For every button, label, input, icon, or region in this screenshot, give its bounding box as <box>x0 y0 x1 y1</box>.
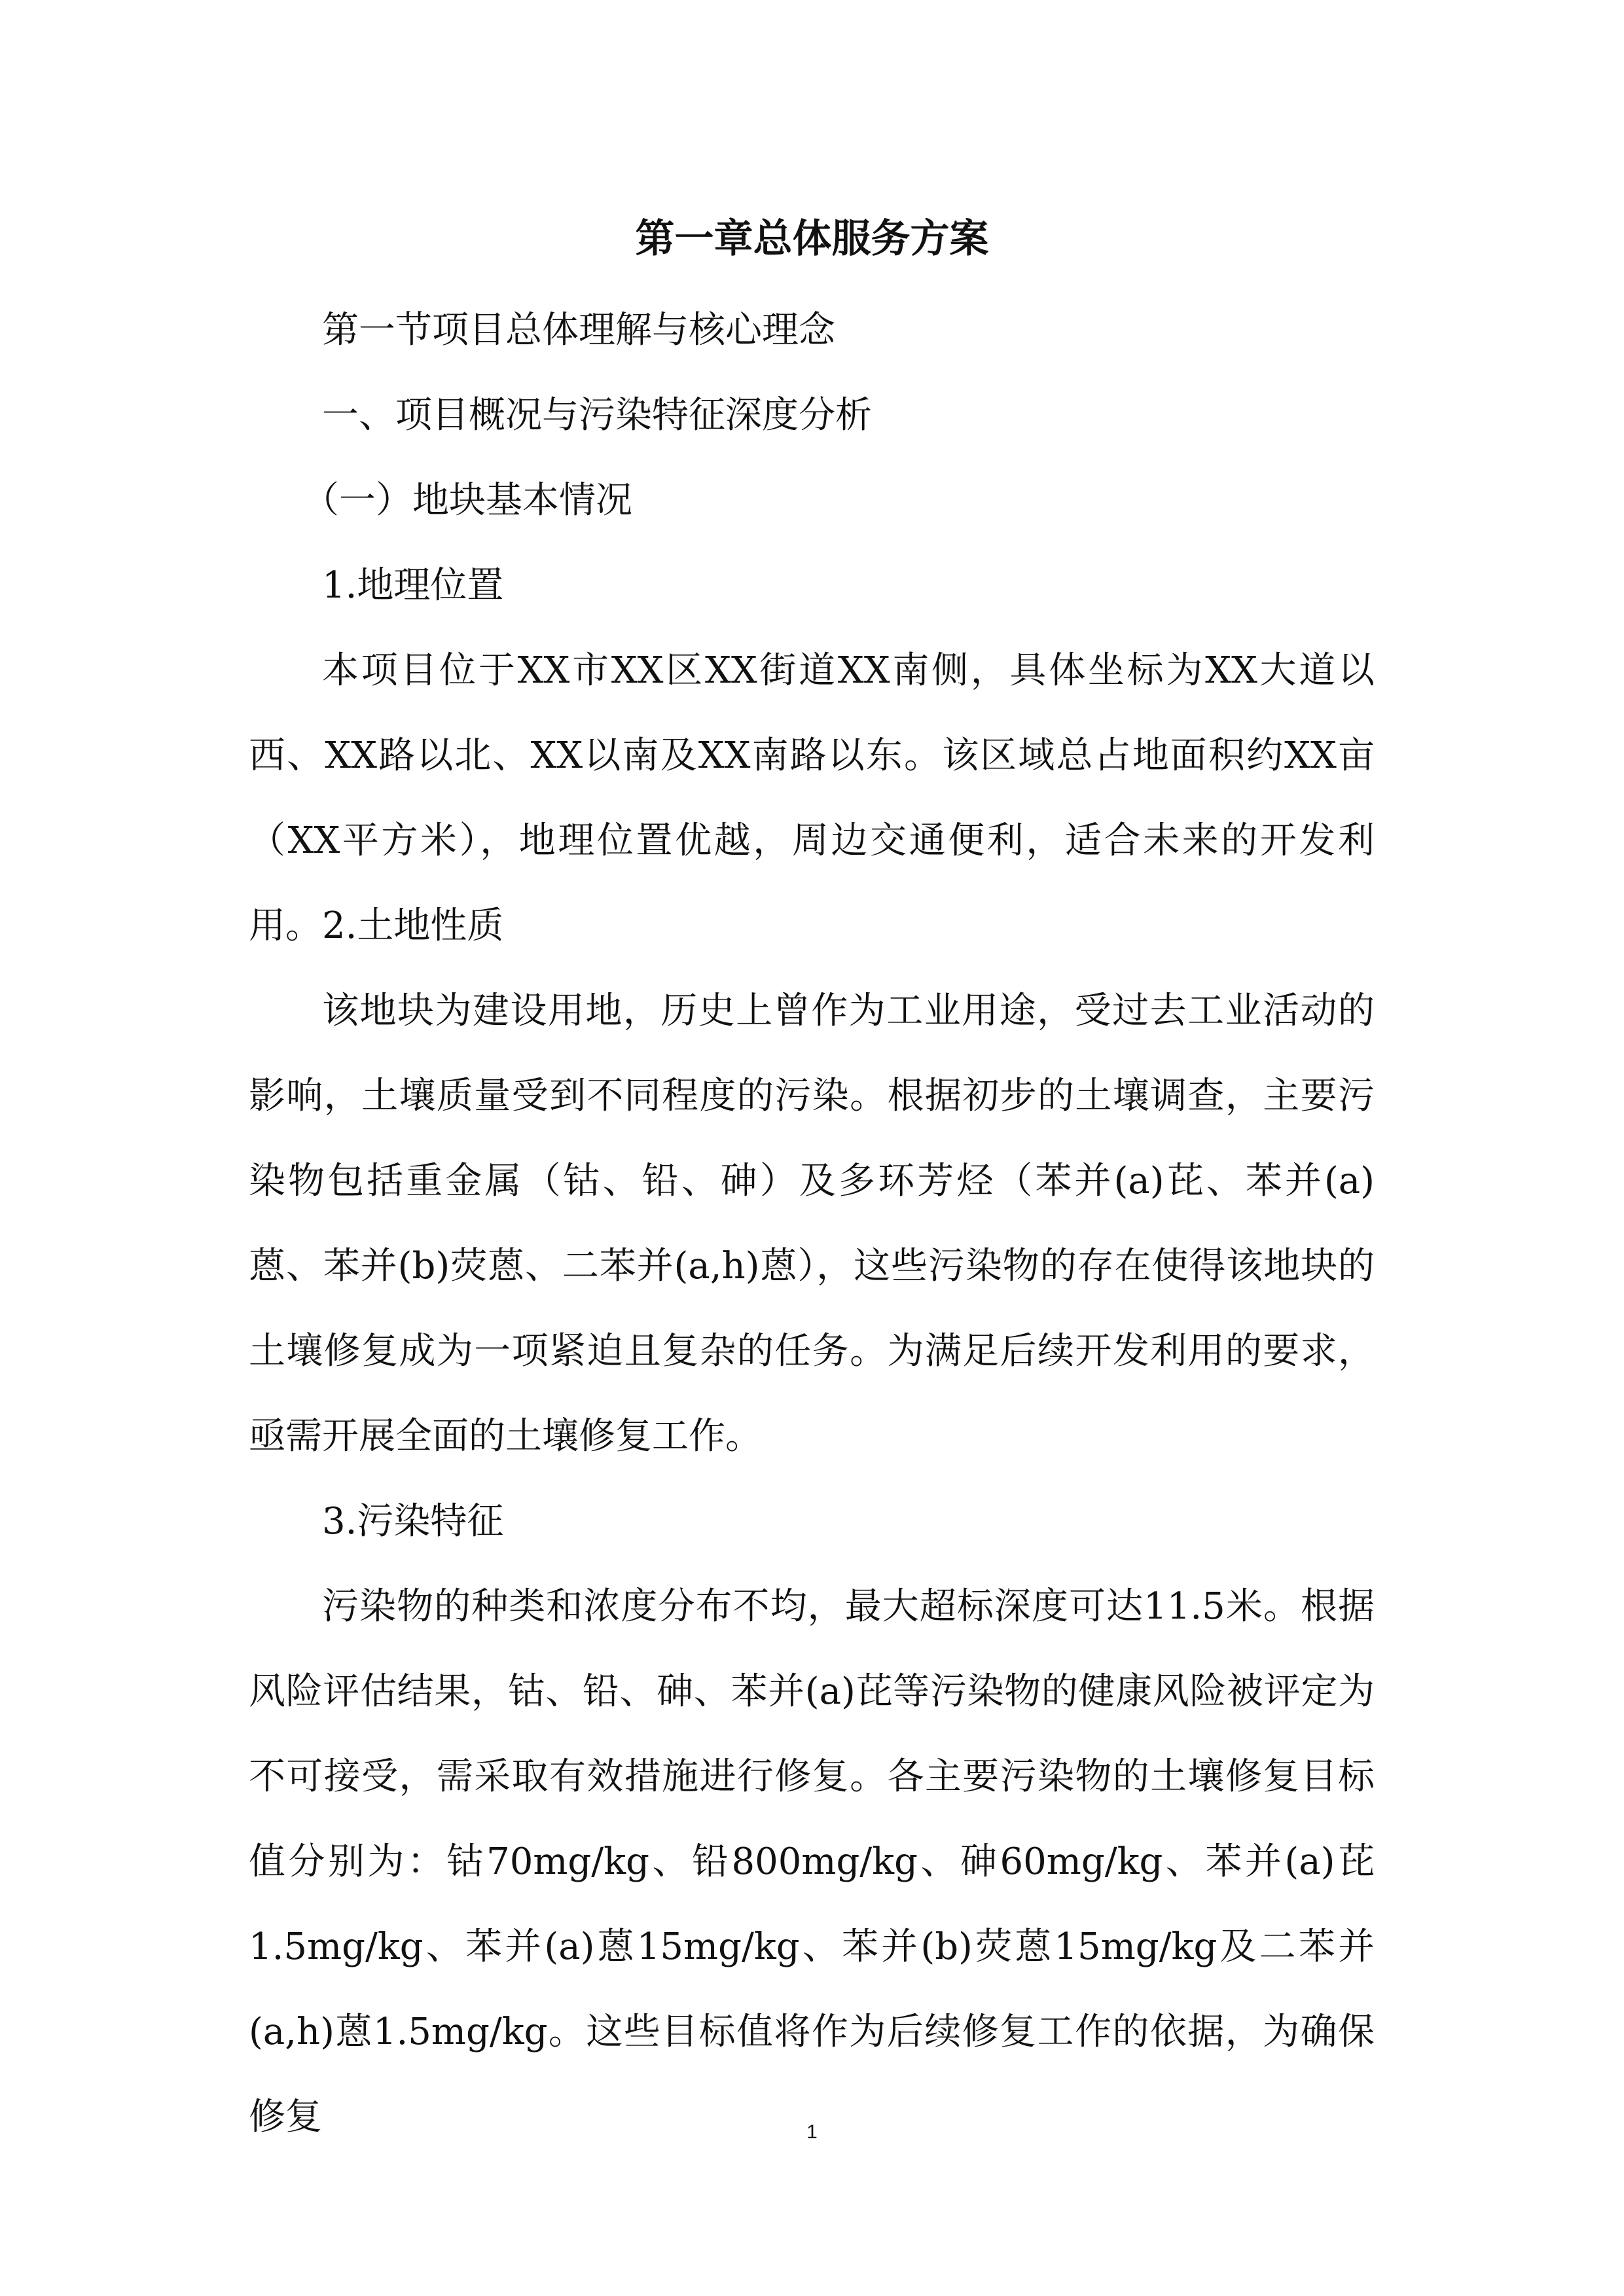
sub-subsection-title: （一）地块基本情况 <box>302 479 632 522</box>
section-title: 第一节项目总体理解与核心理念 <box>322 309 835 351</box>
subsection-title: 一、项目概况与污染特征深度分析 <box>322 394 872 437</box>
paragraph-land-nature: 该地块为建设用地，历史上曾作为工业用途，受过去工业活动的影响，土壤质量受到不同程度的污染。根据初步的土壤调查，主要污染物包括重金属（钴、铅、砷）及多环芳烃（苯并(a)芘、苯并(a)蒽、苯并(b)荧蒽、二苯并(a,h)蒽），这些污染物的存在使得该地块的土壤修复成为一项紧迫且复杂的任务。为满足后续开发利用的要求，亟需开展全面的土壤修复工作。 <box>249 990 1375 1458</box>
chapter-title: 第一章总体服务方案 <box>635 216 989 262</box>
item-title-land-nature: 2.土地性质 <box>322 905 504 947</box>
item-title-pollution-characteristics: 3.污染特征 <box>322 1500 504 1543</box>
page-number: 1 <box>806 2121 818 2143</box>
paragraph-geographic-location: 本项目位于XX市XX区XX街道XX南侧，具体坐标为XX大道以西、XX路以北、XX以南及XX南路以东。该区域总占地面积约XX亩（XX平方米），地理位置优越，周边交通便利，适合未来的开发利用。 <box>249 649 1375 947</box>
paragraph-pollution-characteristics: 污染物的种类和浓度分布不均，最大超标深度可达11.5米。根据风险评估结果，钴、铅、砷、苯并(a)芘等污染物的健康风险被评定为不可接受，需采取有效措施进行修复。各主要污染物的土壤修复目标值分别为：钴70mg/kg、铅800mg/kg、砷60mg/kg、苯并(a)芘1.5mg/kg、苯并(a)蒽15mg/kg、苯并(b)荧蒽15mg/kg及二苯并(a,h)蒽1.5mg/kg。这些目标值将作为后续修复工作的依据，为确保修复 <box>249 1585 1375 2138</box>
item-title-geographic-location: 1.地理位置 <box>322 564 504 607</box>
